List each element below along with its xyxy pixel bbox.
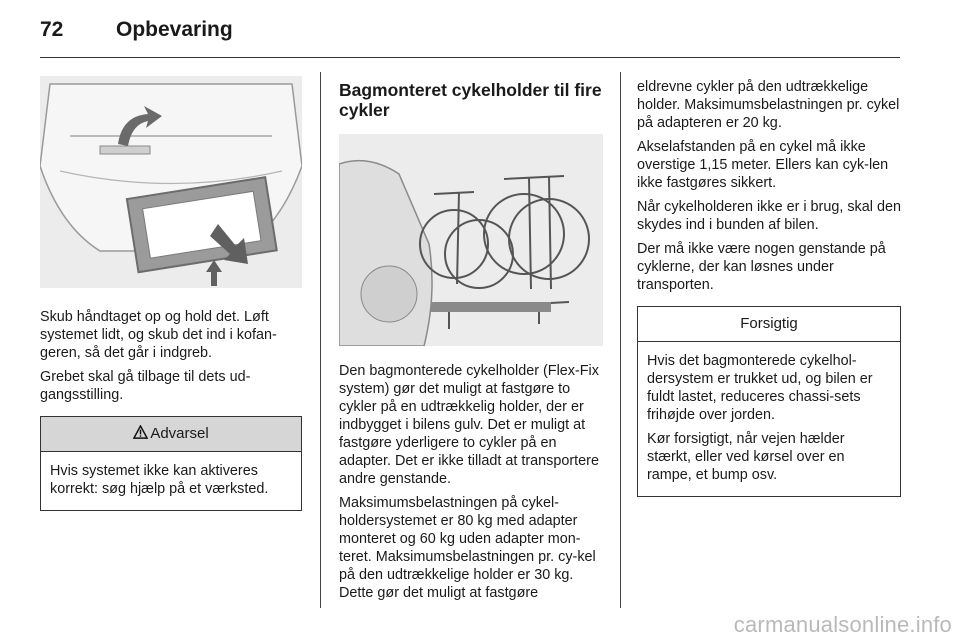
caution-body — [638, 342, 900, 496]
paragraph: Den bagmonterede cykelholder (Flex-Fix system) gør det muligt at fastgøre to cykler på en udtrækkelig holder, der er indbygget i bilens gulv. Det er muligt at fastgøre yderligere to cykler på en adapter. Det er ikke tilladt at transportere andre genstande. — [339, 363, 599, 487]
caution-box — [637, 306, 901, 497]
watermark: carmanualsonline.info — [733, 612, 952, 637]
column-2 — [339, 80, 603, 608]
paragraph: Der må ikke være nogen genstande på cyklerne, der kan løsnes under transporten. — [637, 241, 886, 293]
section-heading: Bagmonteret cykelholder til fire cykler — [339, 80, 602, 120]
caution-text: Hvis det bagmonterede cykelhol-dersystem er trukket ud, og bilen er fuldt lastet, reduceres chassi-sets frihøjde over jorden. — [647, 353, 873, 423]
page-number: 72 — [40, 18, 64, 41]
warning-text: Hvis systemet ikke kan aktiveres korrekt: søg hjælp på et værksted. — [50, 463, 269, 497]
column-1 — [40, 72, 302, 511]
paragraph: Skub håndtaget op og hold det. Løft systemet lidt, og skub det ind i kofan-geren, så det går i indgreb. — [40, 309, 277, 361]
header-rule — [40, 57, 900, 58]
page-header — [40, 18, 233, 42]
paragraph: Maksimumsbelastningen på cykel-holdersystemet er 80 kg med adapter monteret og 60 kg uden adapter mon-teret. Maksimumsbelastningen pr. cy-kel på den udtrækkelige holder er 30 kg. Dette gør det muligt at fastgøre — [339, 495, 596, 601]
paragraph: Akselafstanden på en cykel må ikke overstige 1,15 meter. Ellers kan cyk-len ikke fastgøres sikkert. — [637, 139, 889, 191]
caution-text: Kør forsigtigt, når vejen hælder stærkt, eller ved kørsel over en rampe, et bump osv. — [647, 431, 845, 483]
column-3 — [637, 78, 901, 497]
paragraph: Grebet skal gå tilbage til dets ud-gangsstilling. — [40, 369, 251, 403]
warning-label: Advarsel — [150, 425, 209, 442]
column-divider-2 — [620, 72, 621, 608]
bike-carrier-illustration — [339, 134, 603, 346]
paragraph: Når cykelholderen ikke er i brug, skal den skydes ind i bunden af bilen. — [637, 199, 901, 233]
paragraph: eldrevne cykler på den udtrækkelige holder. Maksimumsbelastningen pr. cykel på adapteren er 20 kg. — [637, 79, 900, 131]
warning-triangle-icon — [133, 425, 148, 439]
warning-body — [41, 452, 301, 510]
column-divider-1 — [320, 72, 321, 608]
warning-header — [41, 417, 301, 452]
page-title: Opbevaring — [116, 18, 233, 41]
caution-header: Forsigtig — [638, 307, 900, 342]
bumper-illustration — [40, 76, 302, 288]
warning-box — [40, 416, 302, 511]
